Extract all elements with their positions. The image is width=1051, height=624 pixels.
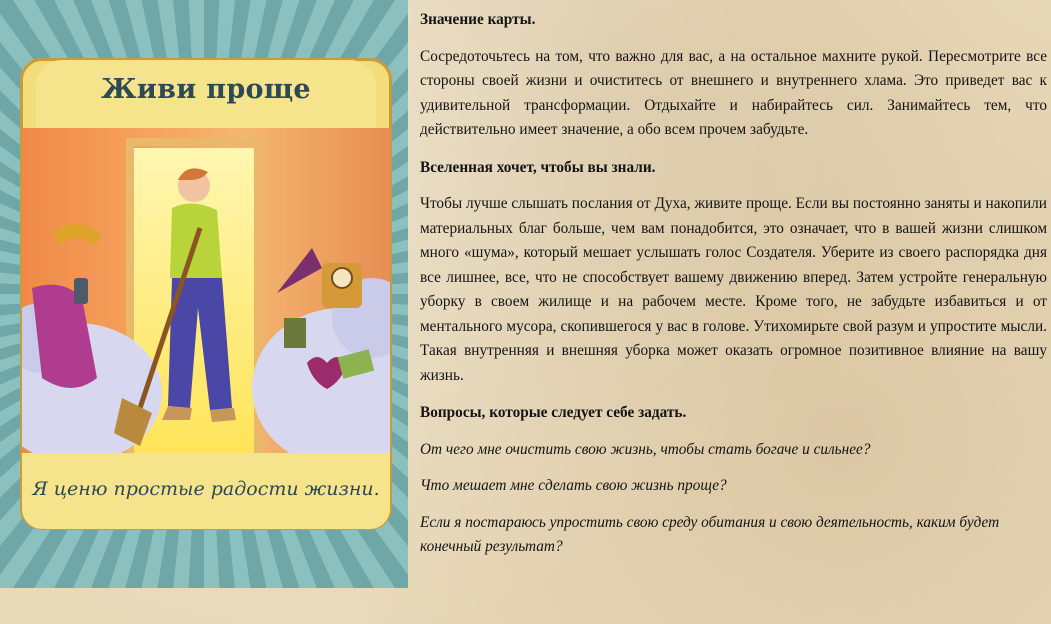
universe-heading: Вселенная хочет, чтобы вы знали. bbox=[420, 158, 656, 176]
question-item: От чего мне очистить свою жизнь, чтобы стать богаче и сильнее? bbox=[420, 440, 871, 458]
question-item: Что мешает мне сделать свою жизнь проще? bbox=[420, 477, 727, 494]
card-description bbox=[420, 8, 1047, 560]
universe-text: Чтобы лучше слышать послания от Духа, живите проще. Если вы постоянно заняты и накопили материальных благ больше, чем вам понадобится, это означает, что в вашей жизни слишком много «шума», который мешает услышать голос Создателя. Уберите из своего распорядка дня все лишнее, все, что не способствует вашему движению вперед. Затем устройте генеральную уборку в своем жилище и на рабочем месте. Кроме того, не забудьте избавиться и от ментального мусора, скопившегося у вас в голове. Утихомирьте свой разум и упростите мысли. Такая внутренняя и внешняя уборка может оказать огромное позитивное влияние на вашу жизнь. bbox=[420, 195, 1047, 384]
lantern-icon bbox=[74, 278, 88, 304]
oracle-card bbox=[0, 0, 408, 588]
question-item: Если я постараюсь упростить свою среду обитания и свою деятельность, каким будет конечный результат? bbox=[420, 513, 1000, 555]
birdhouse-icon bbox=[284, 318, 306, 348]
umbrella-icon bbox=[277, 248, 322, 293]
hat-icon bbox=[52, 224, 102, 246]
meaning-text: Сосредоточьтесь на том, что важно для вас, а на остальное махните рукой. Пересмотрите все стороны своей жизни и очиститесь от внешнего и внутреннего хлама. Это приведет вас к удивительной трансформации. Отдыхайте и набирайтесь сил. Занимайтесь тем, что действительно имеет значение, а обо всем прочем забудьте. bbox=[420, 47, 1047, 138]
card-title: Живи проще bbox=[101, 74, 311, 105]
questions-heading: Вопросы, которые следует себе задать. bbox=[420, 404, 687, 421]
sweeping-woman-illustration bbox=[22, 128, 390, 453]
card-caption: Я ценю простые радости жизни. bbox=[32, 478, 380, 500]
meaning-heading: Значение карты. bbox=[420, 11, 536, 28]
card-illustration bbox=[22, 128, 390, 453]
